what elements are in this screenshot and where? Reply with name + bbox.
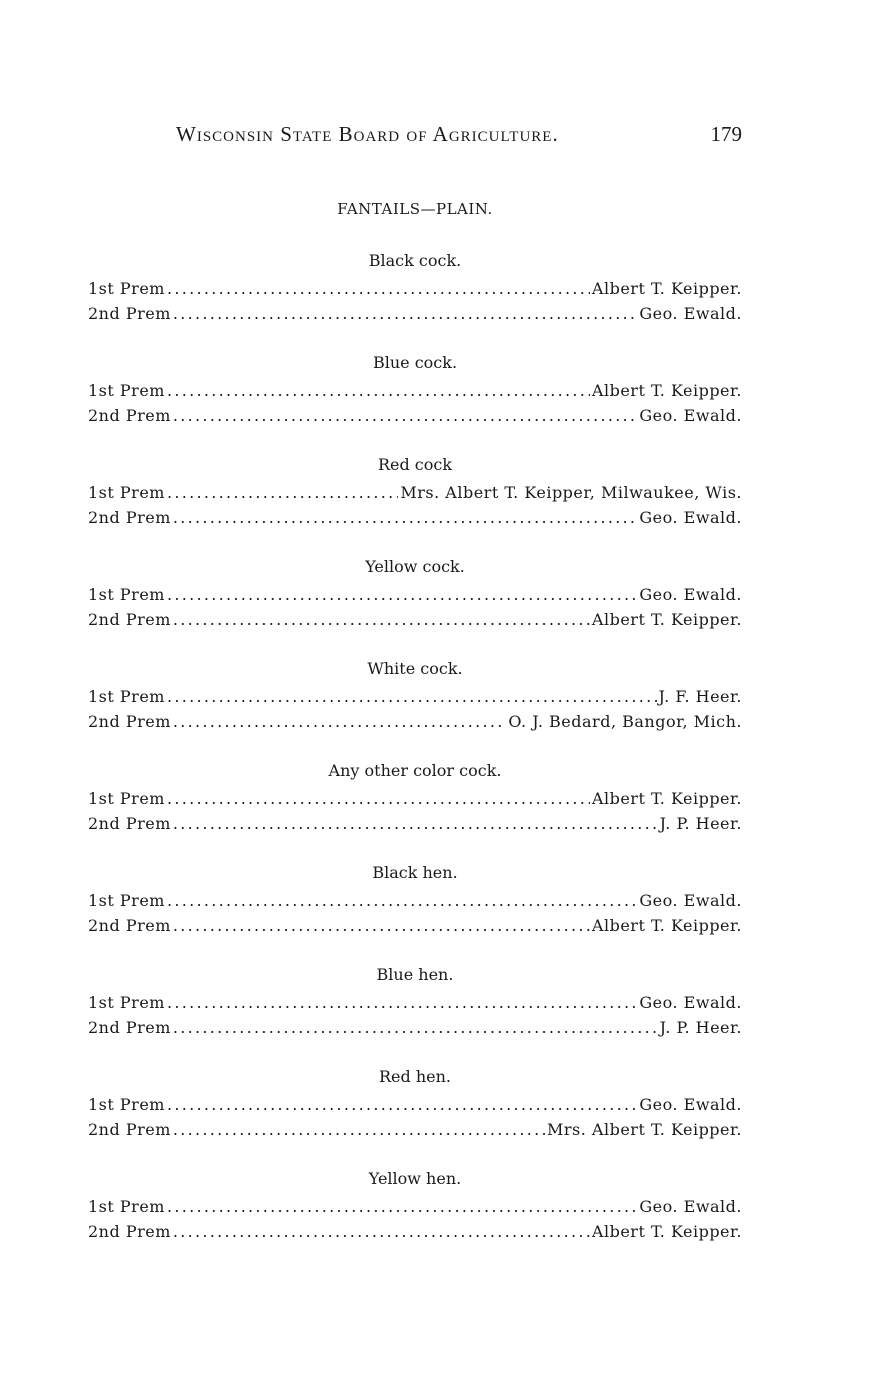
category-group bbox=[88, 250, 742, 352]
premium-row bbox=[88, 607, 742, 632]
category-heading: Red cock bbox=[377, 455, 453, 474]
premium-label: 1st Prem bbox=[88, 1197, 165, 1216]
winner-name: Geo. Ewald. bbox=[639, 585, 742, 604]
winner-name: Mrs. Albert T. Keipper, Milwaukee, Wis. bbox=[400, 483, 742, 502]
premium-list bbox=[88, 250, 742, 1270]
winner-name: Geo. Ewald. bbox=[639, 406, 742, 425]
premium-row bbox=[88, 505, 742, 530]
premium-label: 2nd Prem bbox=[88, 1120, 171, 1139]
section-title: FANTAILS—PLAIN. bbox=[337, 200, 493, 218]
category-heading: Black cock. bbox=[368, 251, 462, 270]
dot-leader bbox=[173, 811, 658, 836]
premium-row bbox=[88, 1092, 742, 1117]
premium-row bbox=[88, 888, 742, 913]
dot-leader bbox=[167, 480, 398, 505]
premium-label: 2nd Prem bbox=[88, 916, 171, 935]
premium-row bbox=[88, 811, 742, 836]
category-heading: White cock. bbox=[367, 659, 463, 678]
winner-name: Albert T. Keipper. bbox=[591, 1222, 742, 1241]
premium-label: 2nd Prem bbox=[88, 1222, 171, 1241]
premium-row bbox=[88, 990, 742, 1015]
winner-name: J. P. Heer. bbox=[659, 814, 742, 833]
category-heading: Yellow hen. bbox=[368, 1169, 462, 1188]
premium-label: 1st Prem bbox=[88, 891, 165, 910]
premium-label: 1st Prem bbox=[88, 789, 165, 808]
premium-label: 1st Prem bbox=[88, 585, 165, 604]
premium-row bbox=[88, 1015, 742, 1040]
premium-label: 2nd Prem bbox=[88, 1018, 171, 1037]
category-group bbox=[88, 964, 742, 1066]
premium-row bbox=[88, 480, 742, 505]
dot-leader bbox=[173, 607, 590, 632]
premium-label: 1st Prem bbox=[88, 381, 165, 400]
category-heading: Blue cock. bbox=[372, 353, 458, 372]
dot-leader bbox=[173, 1015, 658, 1040]
winner-name: Albert T. Keipper. bbox=[591, 610, 742, 629]
winner-name: J. F. Heer. bbox=[658, 687, 742, 706]
category-group bbox=[88, 1168, 742, 1270]
running-head-title: Wisconsin State Board of Agriculture. bbox=[176, 122, 559, 146]
premium-row bbox=[88, 276, 742, 301]
dot-leader bbox=[173, 1117, 545, 1142]
winner-name: O. J. Bedard, Bangor, Mich. bbox=[508, 712, 742, 731]
category-group bbox=[88, 862, 742, 964]
premium-row bbox=[88, 1219, 742, 1244]
category-group bbox=[88, 658, 742, 760]
premium-label: 2nd Prem bbox=[88, 406, 171, 425]
winner-name: Geo. Ewald. bbox=[639, 304, 742, 323]
dot-leader bbox=[167, 378, 590, 403]
premium-label: 2nd Prem bbox=[88, 304, 171, 323]
premium-row bbox=[88, 301, 742, 326]
dot-leader bbox=[167, 1092, 637, 1117]
page-number: 179 bbox=[710, 122, 742, 146]
winner-name: Albert T. Keipper. bbox=[591, 381, 742, 400]
premium-label: 2nd Prem bbox=[88, 508, 171, 527]
dot-leader bbox=[167, 582, 637, 607]
dot-leader bbox=[173, 913, 590, 938]
premium-label: 2nd Prem bbox=[88, 610, 171, 629]
category-group bbox=[88, 1066, 742, 1168]
premium-label: 2nd Prem bbox=[88, 814, 171, 833]
premium-row bbox=[88, 709, 742, 734]
running-head bbox=[88, 122, 742, 152]
winner-name: J. P. Heer. bbox=[659, 1018, 742, 1037]
dot-leader bbox=[167, 684, 657, 709]
winner-name: Geo. Ewald. bbox=[639, 891, 742, 910]
winner-name: Geo. Ewald. bbox=[639, 1095, 742, 1114]
dot-leader bbox=[167, 786, 590, 811]
winner-name: Albert T. Keipper. bbox=[591, 916, 742, 935]
category-group bbox=[88, 454, 742, 556]
premium-row bbox=[88, 913, 742, 938]
winner-name: Mrs. Albert T. Keipper. bbox=[547, 1120, 742, 1139]
dot-leader bbox=[167, 1194, 637, 1219]
dot-leader bbox=[173, 709, 506, 734]
category-heading: Red hen. bbox=[378, 1067, 451, 1086]
category-group bbox=[88, 556, 742, 658]
premium-row bbox=[88, 684, 742, 709]
premium-row bbox=[88, 403, 742, 428]
category-heading: Yellow cock. bbox=[365, 557, 465, 576]
winner-name: Albert T. Keipper. bbox=[591, 279, 742, 298]
category-group bbox=[88, 760, 742, 862]
premium-label: 1st Prem bbox=[88, 993, 165, 1012]
category-heading: Any other color cock. bbox=[328, 761, 502, 780]
dot-leader bbox=[173, 301, 637, 326]
dot-leader bbox=[167, 990, 637, 1015]
premium-label: 2nd Prem bbox=[88, 712, 171, 731]
premium-label: 1st Prem bbox=[88, 279, 165, 298]
premium-row bbox=[88, 786, 742, 811]
premium-row bbox=[88, 378, 742, 403]
premium-label: 1st Prem bbox=[88, 483, 165, 502]
winner-name: Geo. Ewald. bbox=[639, 1197, 742, 1216]
category-group bbox=[88, 352, 742, 454]
premium-label: 1st Prem bbox=[88, 1095, 165, 1114]
premium-row bbox=[88, 1194, 742, 1219]
dot-leader bbox=[173, 505, 637, 530]
winner-name: Albert T. Keipper. bbox=[591, 789, 742, 808]
premium-row bbox=[88, 1117, 742, 1142]
category-heading: Black hen. bbox=[372, 863, 458, 882]
winner-name: Geo. Ewald. bbox=[639, 993, 742, 1012]
dot-leader bbox=[173, 403, 637, 428]
dot-leader bbox=[173, 1219, 590, 1244]
winner-name: Geo. Ewald. bbox=[639, 508, 742, 527]
dot-leader bbox=[167, 276, 590, 301]
dot-leader bbox=[167, 888, 637, 913]
category-heading: Blue hen. bbox=[376, 965, 454, 984]
premium-row bbox=[88, 582, 742, 607]
premium-label: 1st Prem bbox=[88, 687, 165, 706]
